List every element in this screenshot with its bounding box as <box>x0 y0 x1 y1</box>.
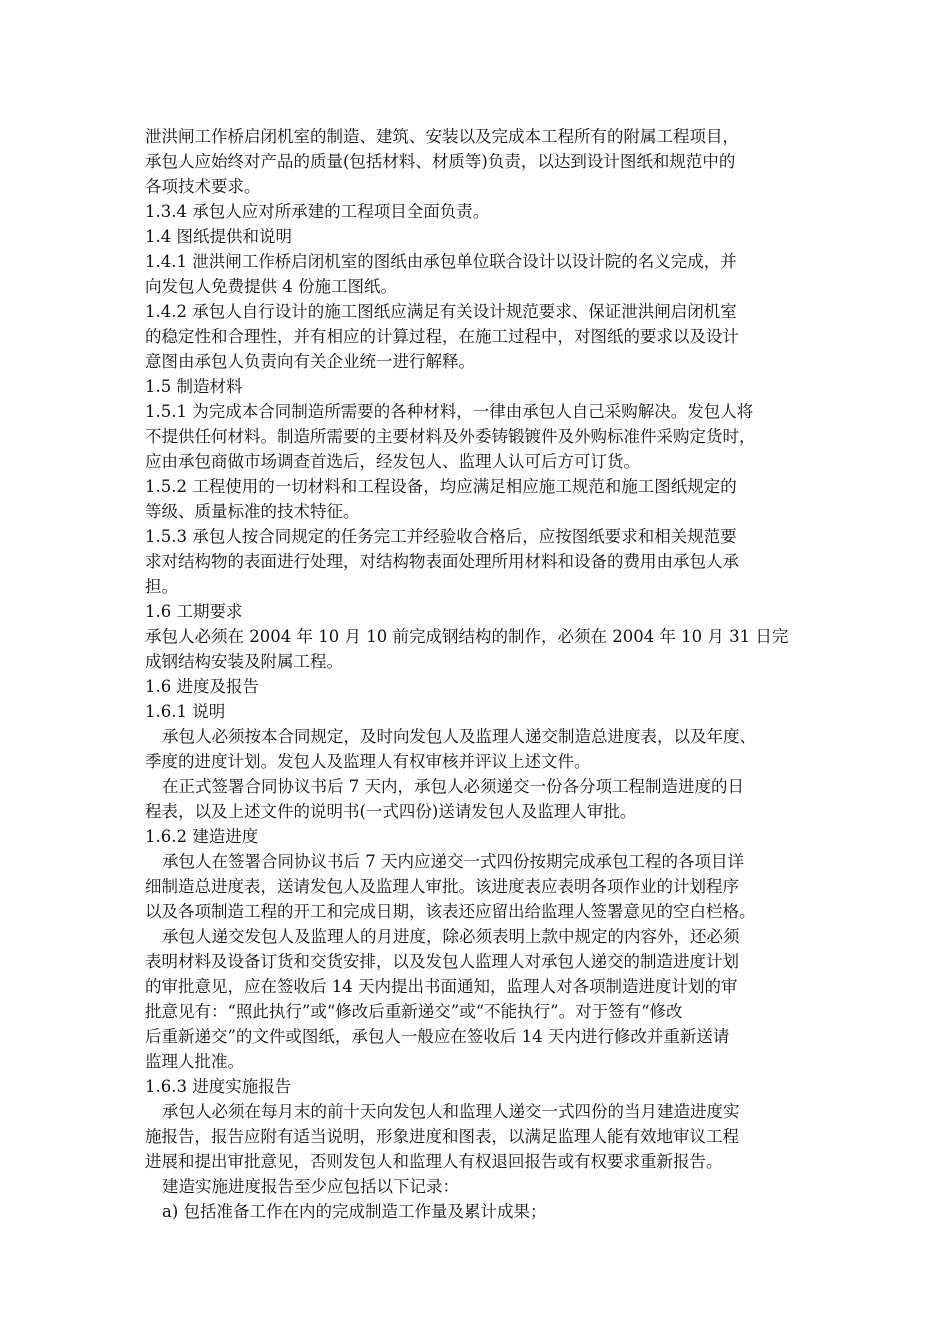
text-line: 细制造总进度表，送请发包人及监理人审批。该进度表应表明各项作业的计划程序 <box>145 877 739 896</box>
text-line: 应由承包商做市场调查首选后，经发包人、监理人认可后方可订货。 <box>145 452 640 471</box>
text-line: a) 包括准备工作在内的完成制造工作量及累计成果； <box>162 1202 547 1221</box>
text-line: 各项技术要求。 <box>145 177 261 196</box>
text-line: 求对结构物的表面进行处理，对结构物表面处理所用材料和设备的费用由承包人承 <box>145 552 739 571</box>
text-line: 1.6.3 进度实施报告 <box>145 1077 292 1096</box>
text-line: 向发包人免费提供 4 份施工图纸。 <box>145 277 397 296</box>
text-line: 程表，以及上述文件的说明书(一式四份)送请发包人及监理人审批。 <box>145 802 637 821</box>
text-line: 表明材料及设备订货和交货安排，以及发包人监理人对承包人递交的制造进度计划 <box>145 952 739 971</box>
text-line: 承包人应始终对产品的质量(包括材料、材质等)负责，以达到设计图纸和规范中的 <box>145 152 736 171</box>
text-line: 的审批意见，应在签收后 14 天内提出书面通知，监理人对各项制造进度计划的审 <box>145 977 738 996</box>
text-line: 1.6 进度及报告 <box>145 677 259 696</box>
text-line: 1.6 工期要求 <box>145 602 243 621</box>
text-line: 成钢结构安装及附属工程。 <box>145 652 343 671</box>
text-line: 等级、质量标准的技术特征。 <box>145 502 360 521</box>
document-body <box>145 124 853 1224</box>
text-line: 进展和提出审批意见，否则发包人和监理人有权退回报告或有权要求重新报告。 <box>145 1152 723 1171</box>
text-line: 施报告，报告应附有适当说明，形象进度和图表，以满足监理人能有效地审议工程 <box>145 1127 739 1146</box>
text-line: 1.5.1 为完成本合同制造所需要的各种材料，一律由承包人自己采购解决。发包人将 <box>145 402 754 421</box>
text-line: 担。 <box>145 577 178 596</box>
text-line: 在正式签署合同协议书后 7 天内，承包人必须递交一份各分项工程制造进度的日 <box>162 777 744 796</box>
text-line: 承包人递交发包人及监理人的月进度，除必须表明上款中规定的内容外，还必须 <box>162 927 740 946</box>
text-line: 1.6.2 建造进度 <box>145 827 259 846</box>
text-line: 1.4.1 泄洪闸工作桥启闭机室的图纸由承包单位联合设计以设计院的名义完成，并 <box>145 252 737 271</box>
text-line: 批意见有：“照此执行”或“修改后重新递交”或“不能执行”。对于签有“修改 <box>145 1002 683 1021</box>
text-line: 1.6.1 说明 <box>145 702 226 721</box>
text-line: 不提供任何材料。制造所需要的主要材料及外委铸锻镀件及外购标准件采购定货时， <box>145 427 756 446</box>
text-line: 1.4 图纸提供和说明 <box>145 227 292 246</box>
text-line: 承包人必须在 2004 年 10 月 10 前完成钢结构的制作，必须在 2004 年 10 月 31 日完 <box>145 627 789 646</box>
text-line: 意图由承包人负责向有关企业统一进行解释。 <box>145 352 475 371</box>
text-line: 的稳定性和合理性，并有相应的计算过程，在施工过程中，对图纸的要求以及设计 <box>145 327 739 346</box>
text-line: 承包人在签署合同协议书后 7 天内应递交一式四份按期完成承包工程的各项目详 <box>162 852 744 871</box>
text-line: 建造实施进度报告至少应包括以下记录： <box>162 1177 459 1196</box>
text-line: 1.5.2 工程使用的一切材料和工程设备，均应满足相应施工规范和施工图纸规定的 <box>145 477 737 496</box>
text-line: 以及各项制造工程的开工和完成日期，该表还应留出给监理人签署意见的空白栏格。 <box>145 902 756 921</box>
text-line: 后重新递交”的文件或图纸，承包人一般应在签收后 14 天内进行修改并重新送请 <box>145 1027 730 1046</box>
text-line: 1.3.4 承包人应对所承建的工程项目全面负责。 <box>145 202 490 221</box>
text-line: 1.5.3 承包人按合同规定的任务完工并经验收合格后，应按图纸要求和相关规范要 <box>145 527 737 546</box>
text-line: 1.5 制造材料 <box>145 377 243 396</box>
text-line: 泄洪闸工作桥启闭机室的制造、建筑、安装以及完成本工程所有的附属工程项目， <box>145 127 739 146</box>
text-line: 承包人必须在每月末的前十天向发包人和监理人递交一式四份的当月建造进度实 <box>162 1102 740 1121</box>
text-line: 1.4.2 承包人自行设计的施工图纸应满足有关设计规范要求、保证泄洪闸启闭机室 <box>145 302 737 321</box>
text-line: 承包人必须按本合同规定，及时向发包人及监理人递交制造总进度表，以及年度、 <box>162 727 756 746</box>
text-line: 季度的进度计划。发包人及监理人有权审核并评议上述文件。 <box>145 752 591 771</box>
text-line: 监理人批准。 <box>145 1052 244 1071</box>
